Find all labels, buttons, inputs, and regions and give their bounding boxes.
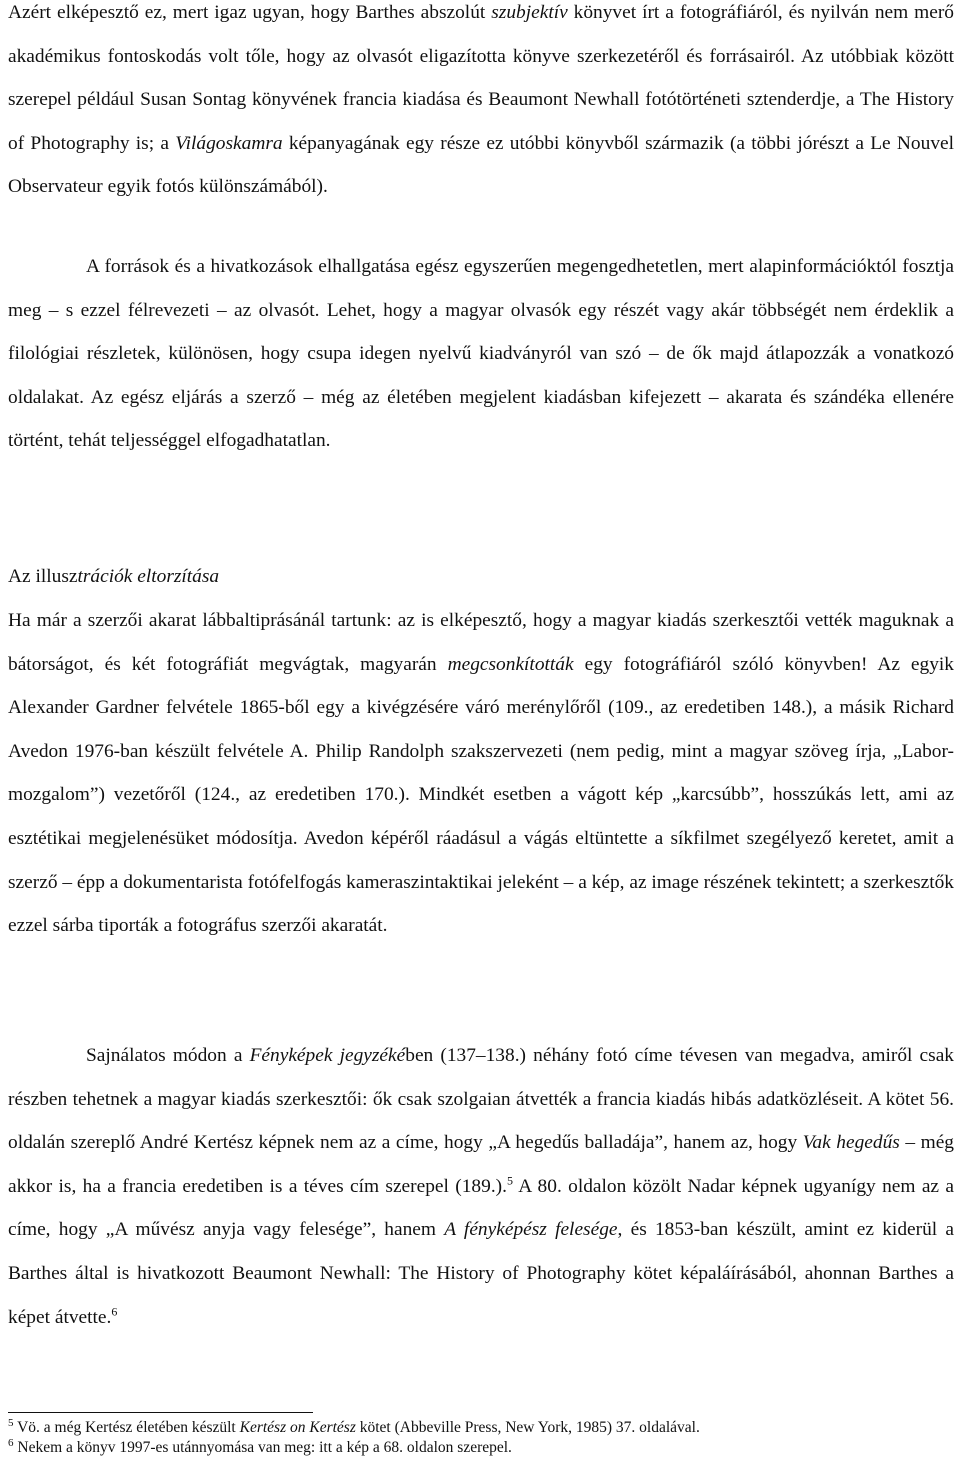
footnote-separator	[8, 1412, 313, 1413]
body-paragraph-1	[8, 0, 954, 209]
italic-text: Vak hegedűs	[802, 1132, 900, 1154]
italic-text: Fényképek jegyzéké	[249, 1045, 406, 1066]
text-run: képanyagának egy része ez utóbbi könyvből származik (a többi jórészt a Le Nouvel Observateur egyik fotós különszámából).	[8, 132, 955, 198]
text-run: Nekem a könyv 1997-es utánnyomása van meg: itt a kép a 68. oldalon szerepel.	[13, 1439, 512, 1456]
text-run: Az illusz	[8, 566, 78, 587]
italic-text: trációk eltorzítása	[77, 566, 220, 587]
text-run: Ha már a szerzői akarat lábbaltiprásánál tartunk: az is elképesztő, hogy a magyar kiadás szerkesztői vették maguknak a bátorságot, és két fotográfiát megvágtak, magyarán	[8, 610, 954, 675]
footnote-ref: 6	[8, 1436, 14, 1449]
footnote-ref: 6	[111, 1304, 118, 1319]
italic-text: A fényképész felesége	[444, 1219, 618, 1241]
text-run: ben (137–138.) néhány fotó címe tévesen van megadva, amiről csak részben tehetnek a magyar kiadás szerkesztői: ők csak szolgaian átvették a francia kiadás hibás adatközléseit. A kötet 56. oldalán szereplő André Kertész képnek nem az a címe, hogy „A hegedűs balladája”, hanem az, hogy	[8, 1045, 955, 1154]
text-run: egy fotográfiáról szóló könyvben! Az egyik Alexander Gardner felvétele 1865-ből egy a kivégzésére váró merénylőről (109., az eredetiben 148.), a másik Richard Avedon 1976-ban készült felvétele A. Philip Randolph szakszervezeti (nem pedig, mint a magyar szöveg írja, „Labor-mozgalom”) vezetőről (124., az eredetiben 170.). Mindkét esetben a vágott kép „karcsúbb”, hosszúkás lett, ami az esztétikai megjelenésüket módosítja. Avedon képéről ráadásul a vágás eltüntette a síkfilmet szegélyező keretet, amit a szerző – épp a dokumentarista fotófelfogás kameraszintaktikai jeleként – a kép, az image részének tekintett; a szerkesztők ezzel sárba tiporták a fotográfus szerzői akaratát.	[8, 653, 954, 937]
text-run: könyvet írt a fotográfiáról, és nyilván nem merő akadémikus fontoskodás volt tőle, hogy az olvasót eligazította könyve szerkezetéről és forrásairól. Az utóbbiak között szerepel például Susan Sontag könyvének francia kiadása és Beaumont Newhall fotótörténeti sztenderdje, a The History of Photography is; a	[8, 2, 955, 154]
text-run: Sajnálatos módon a	[86, 1045, 250, 1066]
italic-text: Világoskamra	[175, 132, 283, 154]
text-run: kötet (Abbeville Press, New York, 1985) 37. oldalával.	[355, 1419, 700, 1436]
text-run: Vö. a még Kertész életében készült	[13, 1419, 240, 1436]
text-run: – még akkor is, ha a francia eredetiben is a téves cím szerepel (189.).	[8, 1132, 955, 1197]
body-paragraph-2	[8, 245, 954, 463]
text-run: Azért elképesztő ez, mert igaz ugyan, hogy Barthes abszolút	[8, 2, 492, 23]
body-paragraph-4	[8, 1034, 954, 1339]
text-run: A 80. oldalon közölt Nadar képnek ugyanígy nem az a címe, hogy „A művész anyja vagy felesége”, hanem	[8, 1175, 954, 1241]
text-run: , és 1853-ban készült, amint ez kiderül a Barthes által is hivatkozott Beaumont Newhall: The History of Photography kötet képaláírásából, ahonnan Barthes a képet átvette.	[8, 1219, 954, 1328]
footnote-ref: 5	[8, 1416, 14, 1429]
italic-text: szubjektív	[491, 2, 568, 23]
body-paragraph-3	[8, 599, 954, 948]
footnotes	[8, 1418, 954, 1458]
italic-text: megcsonkították	[447, 653, 574, 675]
footnote-6	[8, 1438, 954, 1458]
section-heading	[8, 555, 219, 599]
footnote-5	[8, 1418, 954, 1438]
footnote-ref: 5	[506, 1173, 513, 1188]
italic-text: Kertész on Kertész	[239, 1419, 356, 1436]
text-run: A források és a hivatkozások elhallgatása egész egyszerűen megengedhetetlen, mert alapinformációktól fosztja meg – s ezzel félrevezeti – az olvasót. Lehet, hogy a magyar olvasók egy részét vagy akár többségét nem érdeklik a filológiai részletek, különösen, hogy csupa idegen nyelvű kiadványról van szó – de ők majd átlapozzák a vonatkozó oldalakat. Az egész eljárás a szerző – még az életében megjelent kiadásban kifejezett – akarata és szándéka ellenére történt, tehát teljességgel elfogadhatatlan.	[8, 256, 954, 452]
